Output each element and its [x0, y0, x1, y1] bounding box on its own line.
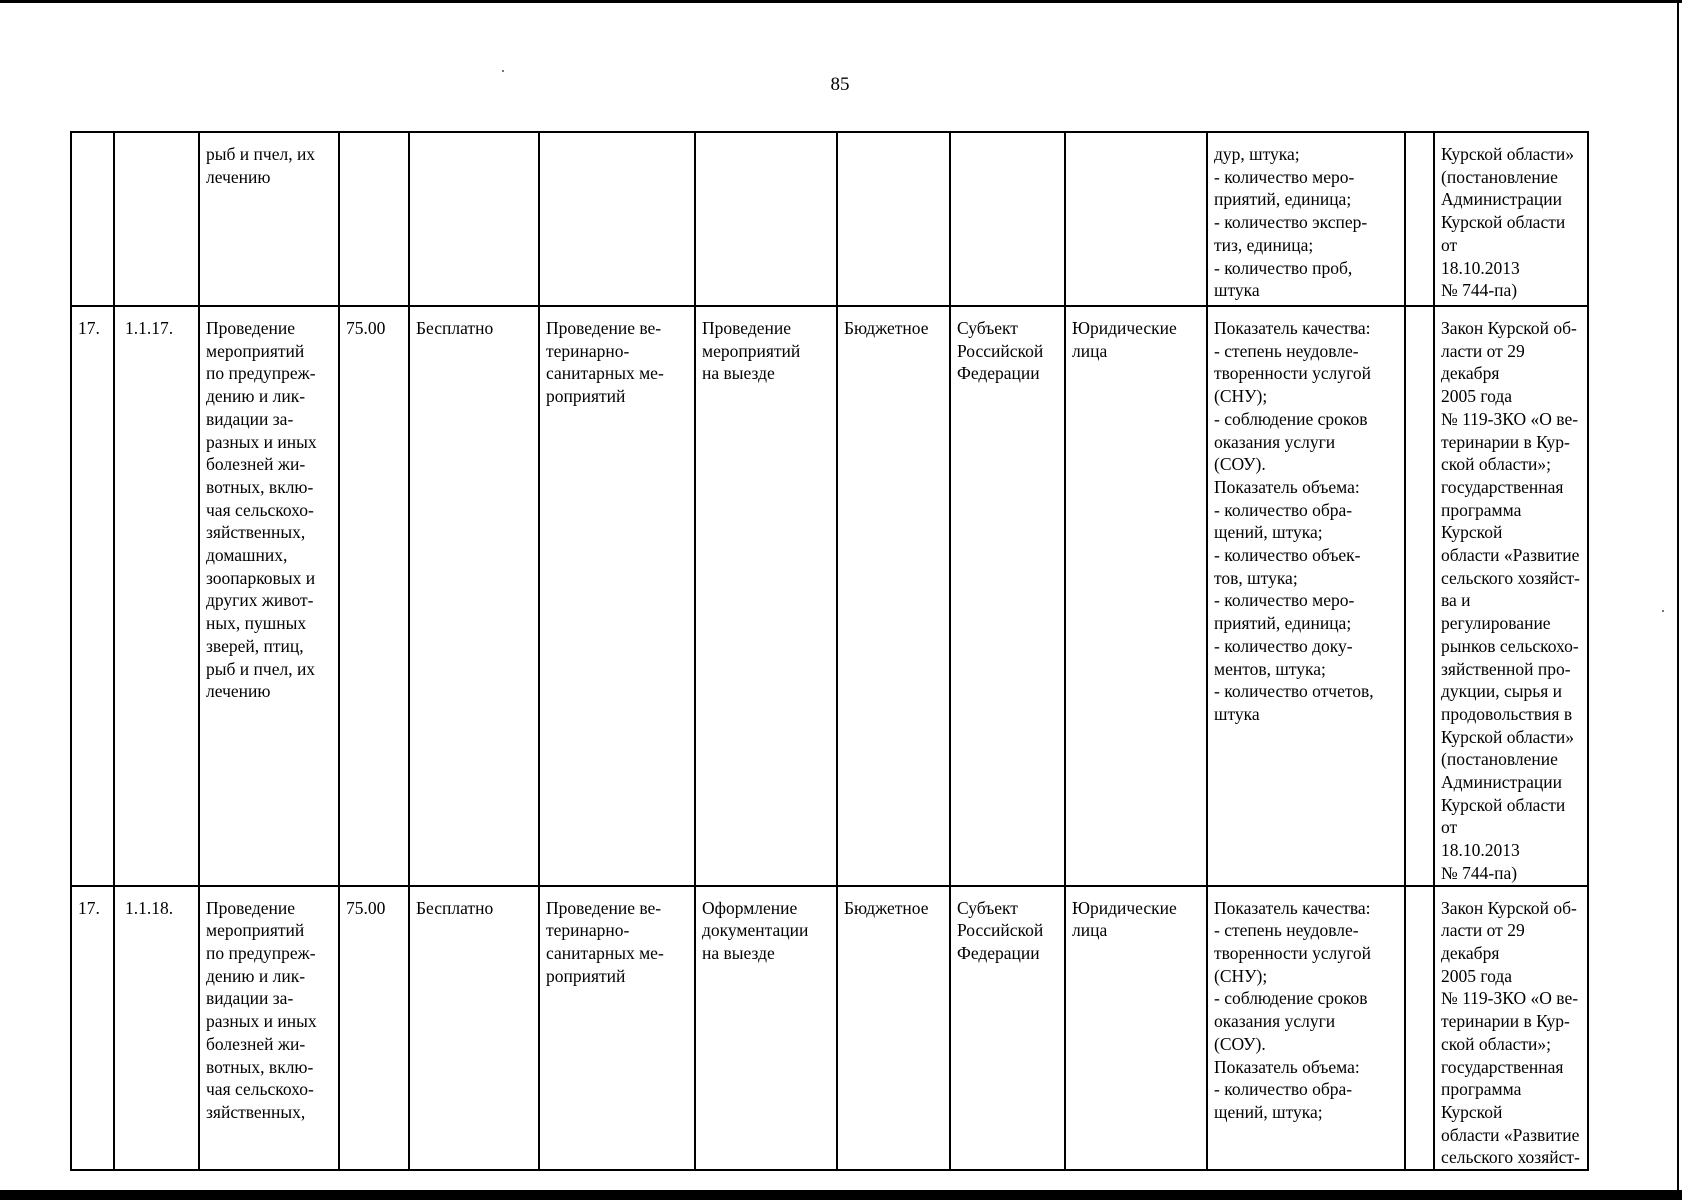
cell-budget-type: Бюджетное [837, 886, 950, 1170]
cell-subject [950, 132, 1065, 306]
table-row [71, 132, 1588, 306]
cell-code: 1.1.17. [114, 306, 199, 886]
cell-empty [1405, 132, 1434, 306]
cell-no: 17. [71, 886, 114, 1170]
cell-service-name: рыб и пчел, их лечению [199, 132, 339, 306]
cell-conditions: Оформление документации на выезде [695, 886, 837, 1170]
cell-indicators: Показатель качества: - степень неудовле- творенности услугой (СНУ); - соблюдение сроков оказания услуги (СОУ). Показатель объема: - количество обра- щений, штука; [1207, 886, 1405, 1170]
cell-no: 17. [71, 306, 114, 886]
cell-budget-type [837, 132, 950, 306]
cell-service-name: Проведение мероприятий по предупреж- дению и лик- видации за- разных и иных болезней жи- вотных, вклю- чая сельскохо- зяйственных, [199, 886, 339, 1170]
cell-content [539, 132, 695, 306]
scan-speck [502, 70, 504, 72]
scan-speck [1662, 610, 1664, 612]
cell-budget-type: Бюджетное [837, 306, 950, 886]
scan-border-bottom [0, 1190, 1682, 1200]
scan-border-top [0, 0, 1682, 3]
services-table [70, 131, 1589, 1171]
cell-service-name: Проведение мероприятий по предупреж- дению и лик- видации за- разных и иных болезней жи- вотных, вклю- чая сельскохо- зяйственных, домашних, зоопарковых и других живот- ных, пушных зверей, птиц, рыб и пчел, их лечению [199, 306, 339, 886]
cell-payment [409, 132, 539, 306]
cell-payment: Бесплатно [409, 886, 539, 1170]
cell-code [114, 132, 199, 306]
cell-cost: 75.00 [339, 886, 409, 1170]
cell-conditions [695, 132, 837, 306]
scan-border-right [1677, 0, 1679, 1200]
cell-content: Проведение ве- теринарно- санитарных ме- роприятий [539, 306, 695, 886]
table-row [71, 306, 1588, 886]
cell-consumers [1065, 132, 1207, 306]
table-row [71, 886, 1588, 1170]
cell-indicators: Показатель качества: - степень неудовле- творенности услугой (СНУ); - соблюдение сроков оказания услуги (СОУ). Показатель объема: - количество обра- щений, штука; - количество объек- тов, штука; - количество меро- приятий, единица; - количество доку- ментов, штука; - количество отчетов, штука [1207, 306, 1405, 886]
cell-subject: Субъект Российской Федерации [950, 306, 1065, 886]
cell-payment: Бесплатно [409, 306, 539, 886]
cell-consumers: Юридические лица [1065, 886, 1207, 1170]
cell-no [71, 132, 114, 306]
page-number: 85 [830, 74, 850, 95]
cell-legal-basis: Закон Курской об- ласти от 29 декабря 2005 года № 119-ЗКО «О ве- теринарии в Кур- ской области»; государственная программа Курской области «Развитие сельского хозяйст- [1434, 886, 1588, 1170]
cell-legal-basis: Курской области» (постановление Администрации Курской области от 18.10.2013 № 744-па) [1434, 132, 1588, 306]
cell-code: 1.1.18. [114, 886, 199, 1170]
cell-cost [339, 132, 409, 306]
cell-empty [1405, 886, 1434, 1170]
cell-legal-basis: Закон Курской об- ласти от 29 декабря 2005 года № 119-ЗКО «О ве- теринарии в Кур- ской области»; государственная программа Курской области «Развитие сельского хозяйст- ва и регулирование рынков сельскохо- зяйственной про- дукции, сырья и продовольствия в Курской области» (постановление Администрации Курской области от 18.10.2013 № 744-па) [1434, 306, 1588, 886]
cell-conditions: Проведение мероприятий на выезде [695, 306, 837, 886]
cell-empty [1405, 306, 1434, 886]
cell-cost: 75.00 [339, 306, 409, 886]
cell-content: Проведение ве- теринарно- санитарных ме- роприятий [539, 886, 695, 1170]
cell-consumers: Юридические лица [1065, 306, 1207, 886]
cell-subject: Субъект Российской Федерации [950, 886, 1065, 1170]
cell-indicators: дур, штука; - количество меро- приятий, единица; - количество экспер- тиз, единица; - количество проб, штука [1207, 132, 1405, 306]
